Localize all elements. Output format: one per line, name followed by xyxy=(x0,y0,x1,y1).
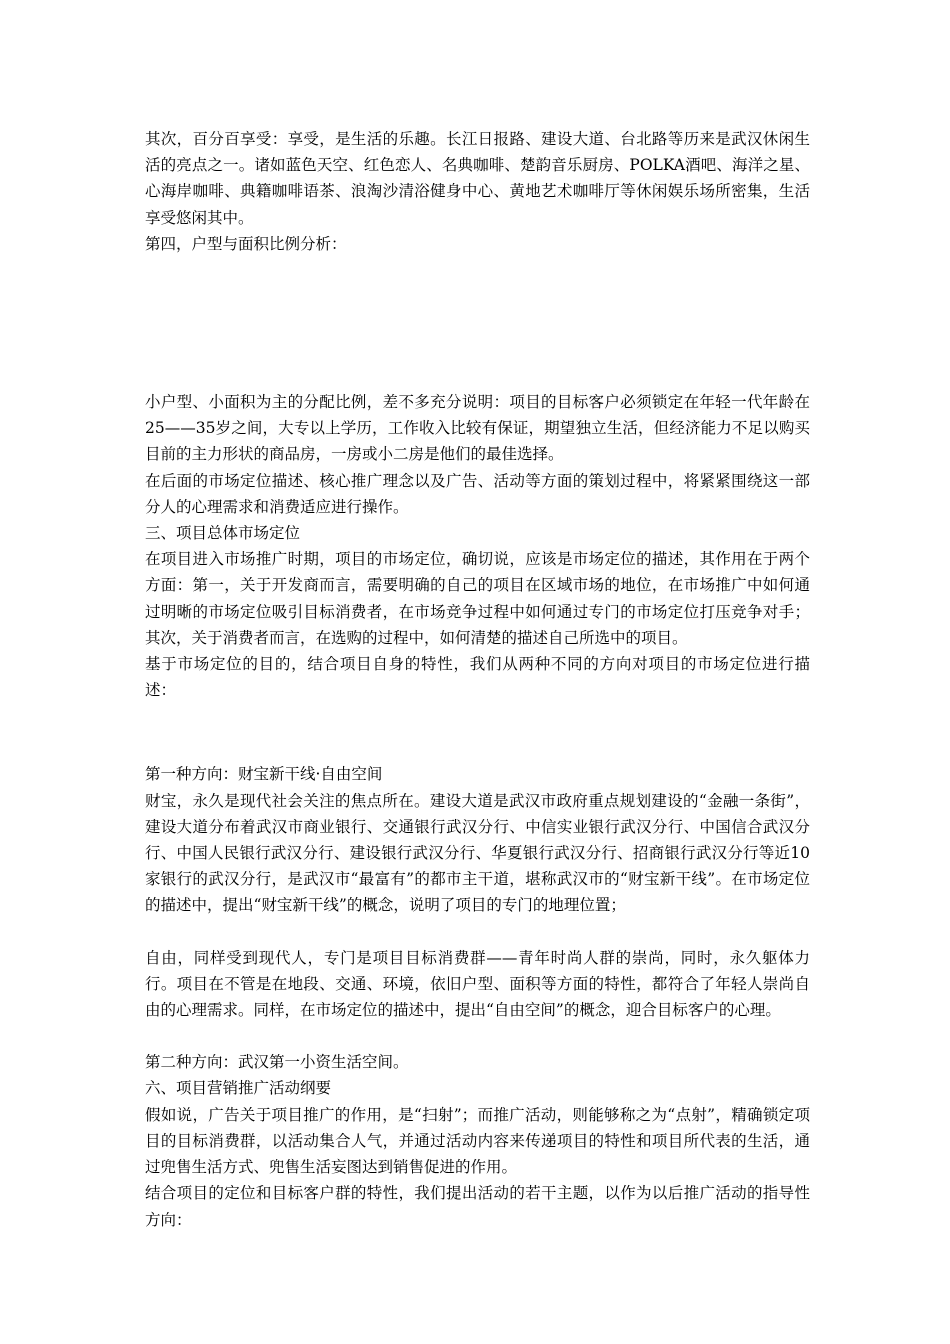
blank-space xyxy=(145,703,810,761)
blank-space xyxy=(145,257,810,389)
section-heading-market-positioning: 三、项目总体市场定位 xyxy=(145,524,301,543)
paragraph-promotion-role: 假如说，广告关于项目推广的作用，是“扫射”；而推广活动，则能够称之为“点射”，精确锁定项目的目标消费群，以活动集合人气，并通过活动内容来传递项目的特性和项目所代表的生活，通过兜售生活方式、兜售生活妄图达到销售促进的作用。 xyxy=(145,1105,810,1177)
paragraph-target-customers: 小户型、小面积为主的分配比例，差不多充分说明：项目的目标客户必须锁定在年轻一代年龄在25——35岁之间，大专以上学历，工作收入比较有保证，期望独立生活，但经济能力不足以购买目前的主力形状的商品房，一房或小二房是他们的最佳选择。 xyxy=(145,393,810,464)
paragraph-freedom: 自由，同样受到现代人，专门是项目目标消费群——青年时尚人群的崇尚，同时，永久躯体力行。项目在不管是在地段、交通、环境，依旧户型、面积等方面的特性，都符合了年轻人崇尚自由的心理需求。同样，在市场定位的描述中，提出“自由空间”的概念，迎合目标客户的心理。 xyxy=(145,948,810,1020)
section-heading-promotion-outline: 六、项目营销推广活动纲要 xyxy=(145,1079,332,1098)
document-page xyxy=(145,126,810,1233)
paragraph-positioning-role: 在项目进入市场推广时期，项目的市场定位，确切说，应该是市场定位的描述，其作用在于两个方面：第一，关于开发商而言，需要明确的自己的项目在区域市场的地位，在市场推广中如何通过明晰的市场定位吸引目标消费者，在市场竞争过程中如何通过专门的市场定位打压竞争对手；其次，关于消费者而言，在选购的过程中，如何清楚的描述自己所选中的项目。 xyxy=(145,550,810,647)
blank-space xyxy=(145,1023,810,1049)
blank-space xyxy=(145,919,810,945)
paragraph-positioning-directions: 基于市场定位的目的，结合项目自身的特性，我们从两种不同的方向对项目的市场定位进行描述： xyxy=(145,655,810,700)
paragraph-enjoyment: 其次，百分百享受：享受，是生活的乐趣。长江日报路、建设大道、台北路等历来是武汉休闲生活的亮点之一。诸如蓝色天空、红色恋人、名典咖啡、楚韵音乐厨房、POLKA酒吧、海洋之星、心海岸咖啡、典籍咖啡语茶、浪淘沙清浴健身中心、黄地艺术咖啡厅等休闲娱乐场所密集，生活享受悠闲其中。 xyxy=(145,130,810,227)
section-heading-unit-ratio: 第四，户型与面积比例分析： xyxy=(145,234,347,253)
paragraph-wealth: 财宝，永久是现代社会关注的焦点所在。建设大道是武汉市政府重点规划建设的“金融一条街”，建设大道分布着武汉市商业银行、交通银行武汉分行、中信实业银行武汉分行、中国信合武汉分行、中国人民银行武汉分行、建设银行武汉分行、华夏银行武汉分行、招商银行武汉分行等近10家银行的武汉分行，是武汉市“最富有”的都市主干道，堪称武汉市的“财宝新干线”。在市场定位的描述中，提出“财宝新干线”的概念，说明了项目的专门的地理位置； xyxy=(145,791,810,915)
heading-second-direction: 第二种方向：武汉第一小资生活空间。 xyxy=(145,1053,409,1072)
paragraph-activity-themes: 结合项目的定位和目标客户群的特性，我们提出活动的若干主题，以作为以后推广活动的指导性方向： xyxy=(145,1184,810,1229)
paragraph-planning-focus: 在后面的市场定位描述、核心推广理念以及广告、活动等方面的策划过程中，将紧紧围绕这一部分人的心理需求和消费适应进行操作。 xyxy=(145,471,810,516)
heading-first-direction: 第一种方向：财宝新干线·自由空间 xyxy=(145,765,383,784)
